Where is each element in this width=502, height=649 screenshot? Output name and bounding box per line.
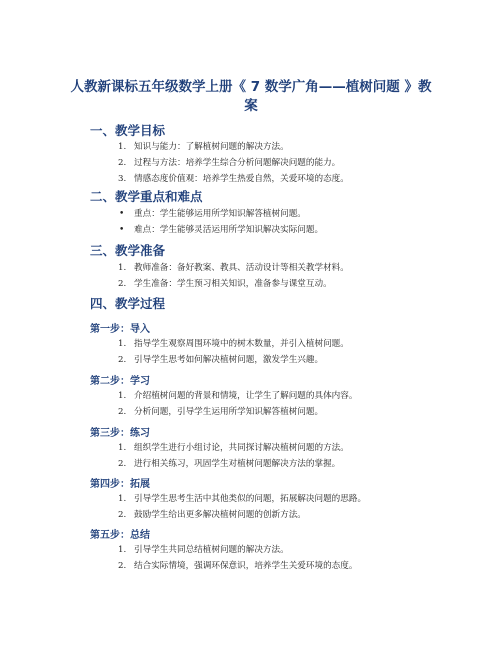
section-heading-objectives: 一、教学目标 <box>90 123 166 138</box>
list-marker: 2. <box>118 510 127 520</box>
step-heading-4: 第四步：拓展 <box>90 479 150 490</box>
list-marker: 2. <box>118 459 127 469</box>
list-item-text: 引导学生思考生活中其他类似的问题，拓展解决问题的思路。 <box>134 494 367 504</box>
list-marker: 2. <box>118 158 127 168</box>
step-heading-5: 第五步：总结 <box>90 530 150 541</box>
list-item-text: 学生准备：学生预习相关知识，准备参与课堂互动。 <box>134 279 332 289</box>
list-marker: 2. <box>118 561 127 571</box>
step-heading-3: 第三步：练习 <box>90 428 150 439</box>
section-heading-process: 四、教学过程 <box>90 296 166 311</box>
list-item-text: 知识与能力：了解植树问题的解决方法。 <box>134 142 289 152</box>
list-item-text: 结合实际情境，强调环保意识，培养学生关爱环境的态度。 <box>134 561 358 571</box>
list-marker: 1. <box>118 443 127 453</box>
list-item-text: 重点：学生能够运用所学知识解答植树问题。 <box>134 209 306 219</box>
list-marker: 2. <box>118 407 127 417</box>
list-marker: 1. <box>118 494 127 504</box>
list-item-text: 组织学生进行小组讨论，共同探讨解决植树问题的方法。 <box>134 443 349 453</box>
list-item-text: 教师准备：备好教案、教具、活动设计等相关教学材料。 <box>134 263 349 273</box>
bullet-marker: • <box>119 209 125 219</box>
list-marker: 1. <box>118 545 127 555</box>
list-item-text: 过程与方法：培养学生综合分析问题解决问题的能力。 <box>134 158 341 168</box>
list-item-text: 指导学生观察周围环境中的树木数量，并引入植树问题。 <box>134 339 349 349</box>
list-item-text: 引导学生思考如何解决植树问题，激发学生兴趣。 <box>134 355 324 365</box>
list-marker: 2. <box>118 279 127 289</box>
document-title: 人教新课标五年级数学上册《 7 数学广角——植树问题 》教案 <box>70 79 432 114</box>
list-item-text: 介绍植树问题的背景和情境，让学生了解问题的具体内容。 <box>134 391 358 401</box>
list-marker: 1. <box>118 339 127 349</box>
list-marker: 1. <box>118 263 127 273</box>
list-item-text: 分析问题，引导学生运用所学知识解答植树问题。 <box>134 407 324 417</box>
list-marker: 1. <box>118 391 127 401</box>
bullet-marker: • <box>119 225 125 235</box>
list-item-text: 难点：学生能够灵活运用所学知识解决实际问题。 <box>134 225 324 235</box>
list-item-text: 情感态度价值观：培养学生热爱自然，关爱环境的态度。 <box>134 174 349 184</box>
section-heading-preparation: 三、教学准备 <box>90 243 166 258</box>
step-heading-1: 第一步：导入 <box>90 324 150 335</box>
list-item-text: 鼓励学生给出更多解决植树问题的创新方法。 <box>134 510 306 520</box>
list-item-text: 进行相关练习，巩固学生对植树问题解决方法的掌握。 <box>134 459 341 469</box>
list-item-text: 引导学生共同总结植树问题的解决方法。 <box>134 545 289 555</box>
list-marker: 2. <box>118 355 127 365</box>
step-heading-2: 第二步：学习 <box>90 376 150 387</box>
section-heading-key-points: 二、教学重点和难点 <box>90 189 203 204</box>
list-marker: 3. <box>118 174 127 184</box>
list-marker: 1. <box>118 142 127 152</box>
